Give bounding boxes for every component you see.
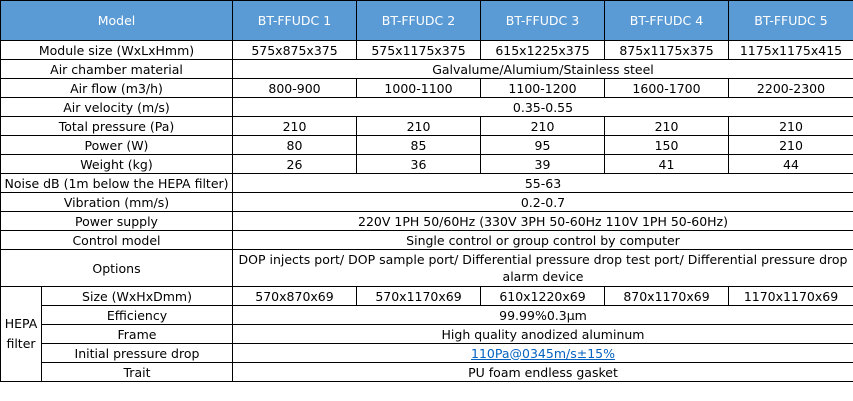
initial-pressure-drop-link[interactable]: 110Pa@0345m/s±15%: [471, 345, 615, 361]
header-model-1: BT-FFUDC 1: [233, 1, 357, 41]
header-model-4: BT-FFUDC 4: [605, 1, 729, 41]
noise-value: 55-63: [233, 174, 853, 193]
total-pressure-label: Total pressure (Pa): [1, 117, 233, 136]
row-control-model: [1, 231, 853, 250]
row-air-chamber: [1, 60, 853, 79]
module-size-value: 575x1175x375: [357, 41, 481, 60]
total-pressure-value: 210: [233, 117, 357, 136]
header-model-2: BT-FFUDC 2: [357, 1, 481, 41]
air-flow-value: 1600-1700: [605, 79, 729, 98]
vibration-label: Vibration (mm/s): [1, 193, 233, 212]
air-flow-label: Air flow (m3/h): [1, 79, 233, 98]
module-size-value: 1175x1175x415: [729, 41, 853, 60]
weight-value: 41: [605, 155, 729, 174]
row-hepa-size: [1, 287, 853, 306]
weight-value: 39: [481, 155, 605, 174]
air-chamber-value: Galvalume/Alumium/Stainless steel: [233, 60, 853, 79]
weight-label: Weight (kg): [1, 155, 233, 174]
air-flow-value: 1100-1200: [481, 79, 605, 98]
power-supply-label: Power supply: [1, 212, 233, 231]
row-vibration: [1, 193, 853, 212]
header-row: [1, 1, 853, 41]
weight-value: 26: [233, 155, 357, 174]
power-value: 80: [233, 136, 357, 155]
hepa-size-value: 570x870x69: [233, 287, 357, 306]
row-module-size: [1, 41, 853, 60]
hepa-size-value: 1170x1170x69: [729, 287, 853, 306]
module-size-value: 575x875x375: [233, 41, 357, 60]
initial-pressure-drop-cell: [233, 344, 853, 363]
row-hepa-efficiency: [1, 306, 853, 325]
row-hepa-initial-pressure-drop: [1, 344, 853, 363]
weight-value: 44: [729, 155, 853, 174]
trait-label: Trait: [42, 363, 233, 382]
power-value: 85: [357, 136, 481, 155]
hepa-size-value: 610x1220x69: [481, 287, 605, 306]
total-pressure-value: 210: [481, 117, 605, 136]
noise-label: Noise dB (1m below the HEPA filter): [1, 174, 233, 193]
header-model: Model: [1, 1, 233, 41]
row-power: [1, 136, 853, 155]
row-weight: [1, 155, 853, 174]
hepa-size-label: Size (WxHxDmm): [42, 287, 233, 306]
air-flow-value: 1000-1100: [357, 79, 481, 98]
row-hepa-trait: [1, 363, 853, 382]
hepa-filter-group-label: HEPA filter: [1, 287, 42, 382]
air-flow-value: 800-900: [233, 79, 357, 98]
air-velocity-label: Air velocity (m/s): [1, 98, 233, 117]
air-flow-value: 2200-2300: [729, 79, 853, 98]
row-noise: [1, 174, 853, 193]
options-value: DOP injects port/ DOP sample port/ Differential pressure drop test port/ Differential pressure drop alarm device: [233, 250, 853, 287]
header-model-5: BT-FFUDC 5: [729, 1, 853, 41]
module-size-value: 875x1175x375: [605, 41, 729, 60]
efficiency-value: 99.99%0.3μm: [233, 306, 853, 325]
row-options: [1, 250, 853, 287]
control-model-value: Single control or group control by computer: [233, 231, 853, 250]
air-velocity-value: 0.35-0.55: [233, 98, 853, 117]
power-value: 95: [481, 136, 605, 155]
vibration-value: 0.2-0.7: [233, 193, 853, 212]
power-value: 150: [605, 136, 729, 155]
header-model-3: BT-FFUDC 3: [481, 1, 605, 41]
hepa-size-value: 570x1170x69: [357, 287, 481, 306]
initial-pressure-drop-label: Initial pressure drop: [42, 344, 233, 363]
frame-label: Frame: [42, 325, 233, 344]
efficiency-label: Efficiency: [42, 306, 233, 325]
row-total-pressure: [1, 117, 853, 136]
control-model-label: Control model: [1, 231, 233, 250]
module-size-value: 615x1225x375: [481, 41, 605, 60]
total-pressure-value: 210: [605, 117, 729, 136]
total-pressure-value: 210: [729, 117, 853, 136]
air-chamber-label: Air chamber material: [1, 60, 233, 79]
module-size-label: Module size (WxLxHmm): [1, 41, 233, 60]
row-hepa-frame: [1, 325, 853, 344]
row-power-supply: [1, 212, 853, 231]
frame-value: High quality anodized aluminum: [233, 325, 853, 344]
trait-value: PU foam endless gasket: [233, 363, 853, 382]
power-label: Power (W): [1, 136, 233, 155]
options-label: Options: [1, 250, 233, 287]
power-value: 210: [729, 136, 853, 155]
weight-value: 36: [357, 155, 481, 174]
total-pressure-value: 210: [357, 117, 481, 136]
power-supply-value: 220V 1PH 50/60Hz (330V 3PH 50-60Hz 110V 1PH 50-60Hz): [233, 212, 853, 231]
hepa-size-value: 870x1170x69: [605, 287, 729, 306]
row-air-flow: [1, 79, 853, 98]
row-air-velocity: [1, 98, 853, 117]
